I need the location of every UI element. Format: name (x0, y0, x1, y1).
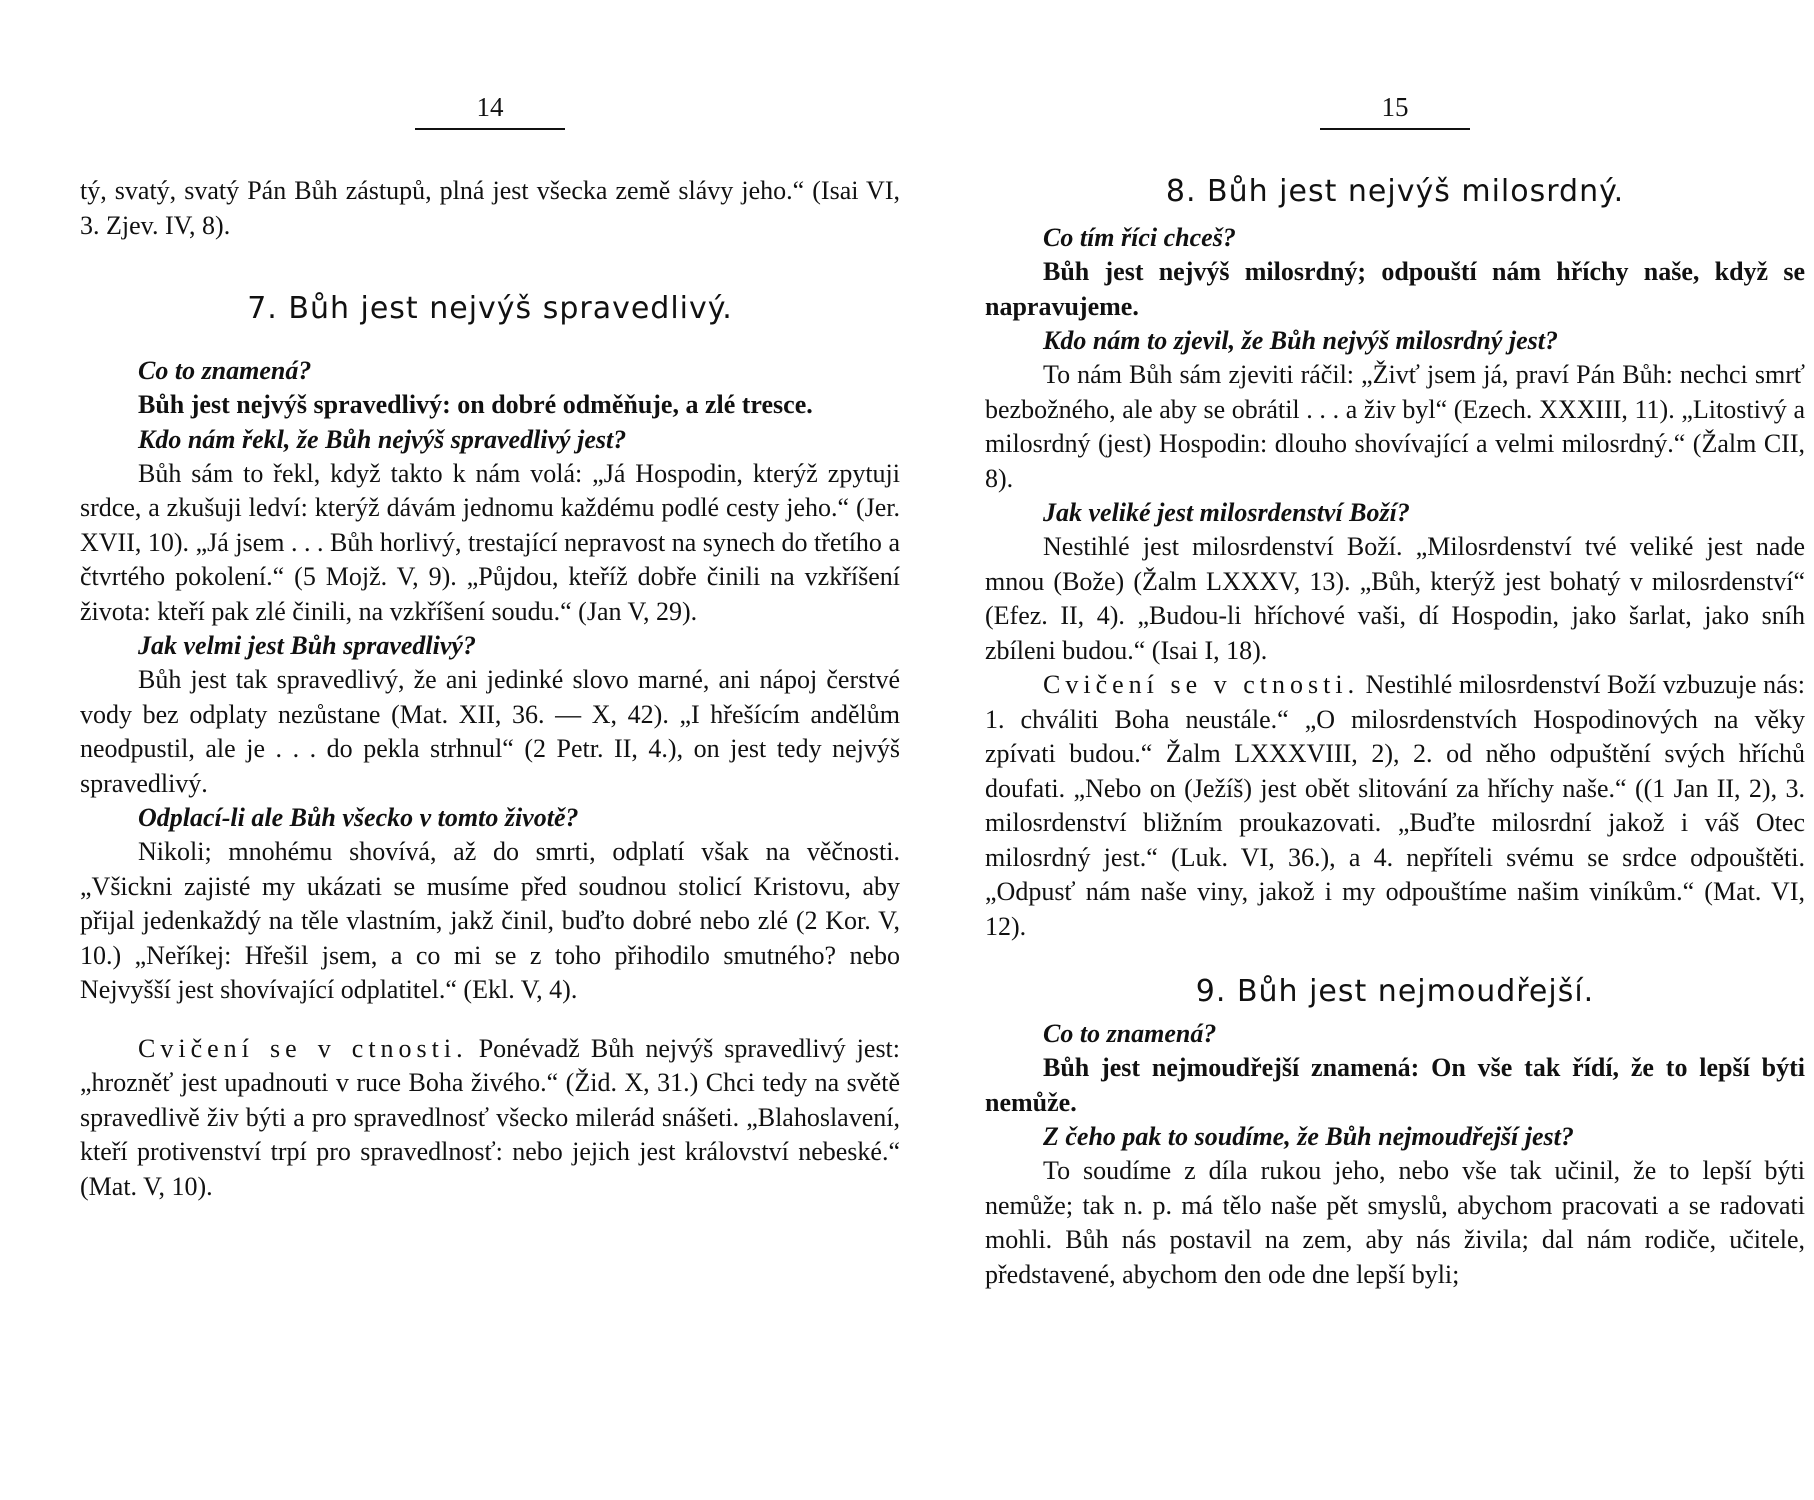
answer-2: Bůh sám to řekl, když takto k nám volá: „Já Hospodin, kterýž zpytuji srdce, a zkušuji ledví: kterýž dávám jednomu každému podlé cesty jeho.“ (Jer. XVII, 10). „Já jsem . . . Bůh horlivý, trestající nepravost na synech do třetího a čtvrtého pokolení.“ (5 Mojž. V, 9). „Půjdou, kteříž dobře činili na vzkříšení života: kteří pak zlé činili, na vzkříšení soudu.“ (Jan V, 29). (80, 458, 900, 626)
page-number-rule (415, 128, 565, 130)
answer-4: Nikoli; mnohému shovívá, až do smrti, odplatí však na věčnosti. „Všickni zajisté my ukázati se musíme před soudnou stolicí Kristovu, aby přijal jedenkaždý na těle vlastním, jakž činil, buďto dobré nebo zlé (2 Kor. V, 10.) „Neříkej: Hřešil jsem, a co mi se z toho přihodilo smutného? nebo Nejvyšší jest shovívající odplatitel.“ (Ekl. V, 4). (80, 837, 900, 1004)
question-3: Jak velmi jest Bůh spravedlivý? (138, 631, 476, 660)
left-page (80, 0, 900, 1500)
answer-5: To soudíme z díla rukou jeho, nebo vše tak učinil, že to lepší býti nemůže; tak n. p. má tělo naše pět smyslů, abychom pracovati a se radovati mohli. Bůh nás postavil na zem, aby nás živila; dal nám rodiče, učitele, představené, abychom den ode dne lepší byli; (985, 1156, 1805, 1289)
section-heading-9: 9. Bůh jest nejmoudřejší. (1195, 974, 1595, 1009)
exercise-label: Cvičení se v ctnosti. (138, 1033, 468, 1063)
question-2: Kdo nám to zjevil, že Bůh nejvýš milosrdný jest? (1043, 326, 1558, 355)
question-4: Odplací-li ale Bůh všecko v tomto životě? (138, 803, 579, 832)
question-1: Co to znamená? (138, 356, 312, 385)
section-heading-7: 7. Bůh jest nejvýš spravedlivý. (247, 291, 733, 326)
question-3: Jak veliké jest milosrdenství Boží? (1043, 498, 1410, 527)
question-1: Co tím říci chceš? (1043, 223, 1236, 252)
page-number-rule (1320, 128, 1470, 130)
right-page (985, 0, 1805, 1500)
answer-2: To nám Bůh sám zjeviti ráčil: „Živť jsem já, praví Pán Bůh: nechci smrť bezbožného, ale aby se obrátil . . . a živ byl“ (Ezech. XXXIII, 11). „Litostivý a milosrdný (jest) Hospodin: dlouho shovívající a velmi milosrdný.“ (Žalm CII, 8). (985, 360, 1805, 493)
answer-4: Bůh jest nejmoudřejší znamená: On vše tak řídí, že to lepší býti nemůže. (985, 1053, 1805, 1117)
section-heading-8: 8. Bůh jest nejvýš milosrdný. (1165, 174, 1625, 209)
exercise-paragraph (80, 1032, 900, 1205)
page-number-left: 14 (476, 92, 504, 122)
answer-3: Nestihlé jest milosrdenství Boží. „Milosrdenství tvé veliké jest nade mnou (Bože) (Žalm LXXXV, 13). „Bůh, kterýž jest bohatý v milosrdenství“ (Efez. II, 4). „Budou-li hříchové vaši, dí Hospodin, jako šarlat, jako sníh zbíleni budou.“ (Isai I, 18). (985, 532, 1805, 665)
answer-3: Bůh jest tak spravedlivý, že ani jedinké slovo marné, ani nápoj čerstvé vody bez odplaty nezůstane (Mat. XII, 36. — X, 42). „I hřešícím andělům neodpustil, ale je . . . do pekla strhnul“ (2 Petr. II, 4.), on jest tedy nejvýš spravedlivý. (80, 665, 900, 798)
question-5: Z čeho pak to soudíme, že Bůh nejmoudřejší jest? (1043, 1122, 1574, 1151)
page-number-right: 15 (1381, 92, 1409, 122)
exercise-text: Ponévadž Bůh nejvýš spravedlivý jest: „hrozněť jest upadnouti v ruce Boha živého.“ (Žid. X, 31.) Chci tedy na světě spravedlivě živ býti a pro spravedlnosť všecko milerád snášeti. „Blahoslavení, kteří protivenství trpí pro spravedlnosť: nebo jejich jest království nebeské.“ (Mat. V, 10). (80, 1033, 901, 1201)
exercise-label: Cvičení se v ctnosti. (1043, 670, 1360, 699)
exercise-text: Nestihlé milosrdenství Boží vzbuzuje nás: 1. chváliti Boha neustále.“ „O milosrdenstvích Hospodinových na věky zpívati budou.“ Žalm LXXXVIII, 2), 2. od něho odpuštění svých hříchů doufati. „Nebo on (Ježíš) jest obět slitování za hříchy naše.“ ((1 Jan II, 2), 3. milosrdenství bližním proukazovati. „Buďte milosrdní jakož i váš Otec milosrdný jest.“ (Luk. VI, 36.), a 4. nepříteli svému se srdce odpouštěti. „Odpusť nám naše viny, jakož i my odpouštíme našim viníkům.“ (Mat. VI, 12). (985, 670, 1806, 941)
answer-1: Bůh jest nejvýš milosrdný; odpouští nám hříchy naše, když se napravujeme. (985, 257, 1805, 321)
intro-paragraph: tý, svatý, svatý Pán Bůh zástupů, plná jest všecka země slávy jeho.“ (Isai VI, 3. Zjev. IV, 8). (80, 176, 900, 240)
exercise-paragraph (985, 668, 1805, 944)
answer-1: Bůh jest nejvýš spravedlivý: on dobré odměňuje, a zlé tresce. (138, 390, 813, 419)
question-2: Kdo nám řekl, že Bůh nejvýš spravedlivý jest? (138, 424, 627, 454)
question-4: Co to znamená? (1043, 1019, 1217, 1048)
